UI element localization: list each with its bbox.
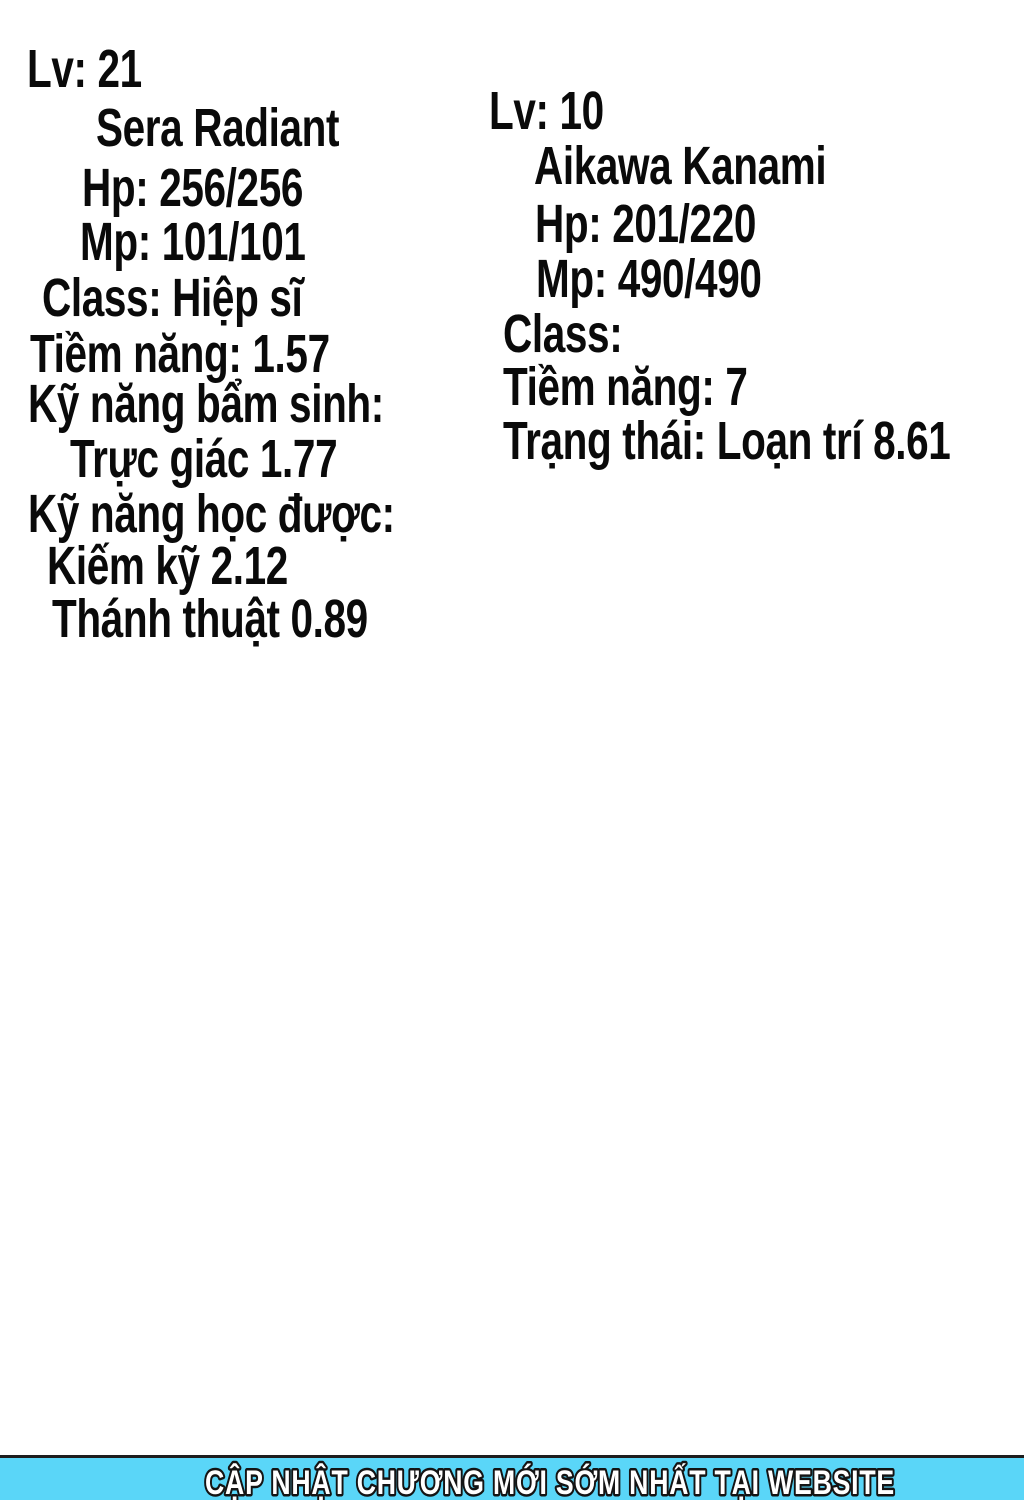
level-text: Lv: 10 bbox=[489, 81, 604, 141]
footer-banner-text-svg bbox=[0, 1458, 1024, 1500]
learned-skills-header: Kỹ năng học được: bbox=[28, 484, 395, 544]
character-name: Aikawa Kanami bbox=[534, 136, 827, 196]
innate-skill-item: Trực giác 1.77 bbox=[70, 429, 338, 489]
class-text: Class: Hiệp sĩ bbox=[42, 268, 303, 328]
learned-skill-item: Thánh thuật 0.89 bbox=[52, 589, 368, 649]
hp-text: Hp: 256/256 bbox=[82, 158, 304, 218]
footer-banner-text: CẬP NHẬT CHƯƠNG MỚI SỚM NHẤT TẠI WEBSITE bbox=[205, 1464, 895, 1500]
mp-text: Mp: 101/101 bbox=[80, 212, 306, 272]
potential-text: Tiềm năng: 7 bbox=[503, 357, 748, 417]
level-text: Lv: 21 bbox=[27, 39, 142, 99]
footer-banner bbox=[0, 1455, 1024, 1500]
mp-text: Mp: 490/490 bbox=[536, 249, 762, 309]
innate-skills-header: Kỹ năng bẩm sinh: bbox=[28, 374, 384, 434]
potential-text: Tiềm năng: 1.57 bbox=[30, 324, 330, 384]
learned-skill-item: Kiếm kỹ 2.12 bbox=[47, 536, 288, 596]
character-name: Sera Radiant bbox=[96, 98, 340, 158]
class-text: Class: bbox=[503, 304, 623, 364]
status-text: Trạng thái: Loạn trí 8.61 bbox=[503, 411, 951, 471]
hp-text: Hp: 201/220 bbox=[535, 194, 757, 254]
